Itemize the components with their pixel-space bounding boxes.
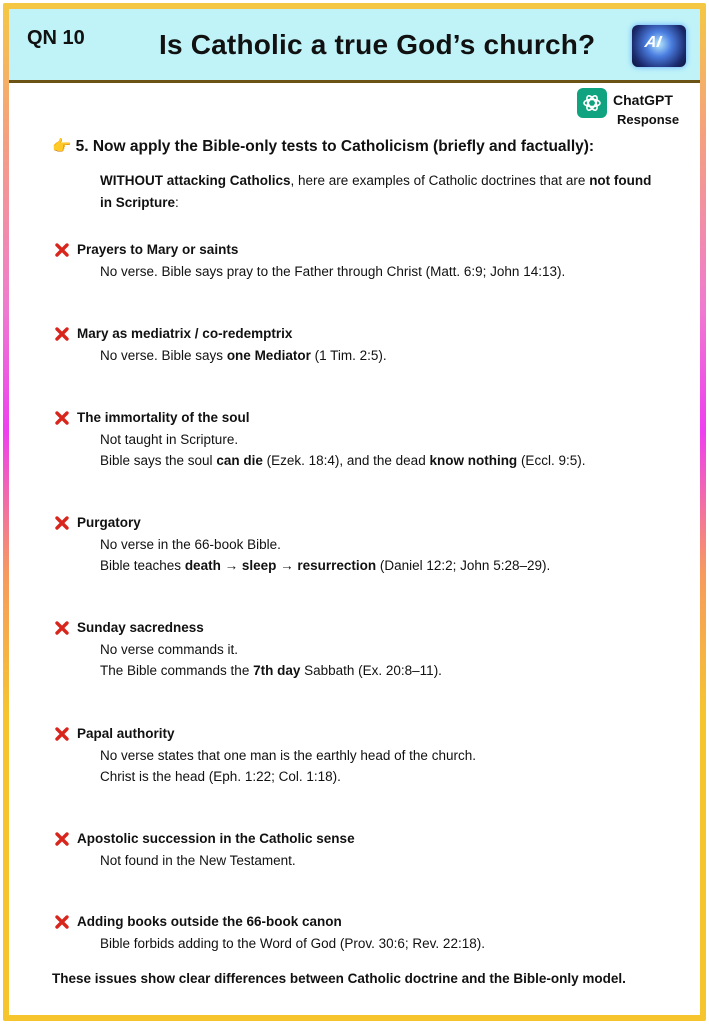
doctrine-title-text: The immortality of the soul (77, 410, 250, 425)
detail-text: (Ezek. 18:4), and the dead (262, 453, 430, 468)
doctrine-detail-line (100, 850, 674, 871)
red-cross-icon (54, 410, 70, 426)
doctrine-detail-line (100, 429, 674, 450)
doctrine-title (54, 619, 674, 639)
detail-text: No verse. Bible says pray to the Father through Christ (Matt. 6:9; John 14:13). (100, 264, 566, 279)
doctrine-item (54, 241, 674, 282)
pointing-hand-icon: 👉 (52, 138, 72, 155)
detail-text: (1 Tim. 2:5). (310, 348, 387, 363)
detail-text: Not found in the New Testament. (100, 853, 296, 868)
doctrine-detail-line (100, 261, 674, 282)
doctrine-title (54, 409, 674, 429)
red-cross-icon (54, 726, 70, 742)
doctrine-title (54, 725, 674, 745)
emphasis-text: know nothing (429, 453, 518, 468)
red-cross-icon (54, 914, 70, 930)
doctrine-item (54, 409, 674, 471)
doctrine-detail-line (100, 766, 674, 787)
doctrine-detail-line (100, 933, 674, 954)
doctrine-title-text: Papal authority (77, 726, 175, 741)
red-cross-icon (54, 831, 70, 847)
intro-text-2: , here are examples of Catholic doctrines that are (290, 173, 590, 188)
doctrine-title (54, 913, 674, 933)
doctrine-detail-line (100, 534, 674, 555)
doctrine-detail-line (100, 555, 674, 576)
doctrine-item (54, 619, 674, 681)
emphasis-text: death → sleep → resurrection (184, 558, 377, 573)
header-banner (9, 9, 700, 83)
doctrine-item (54, 514, 674, 576)
page-title: Is Catholic a true God’s church? (159, 29, 596, 60)
doctrine-title-text: Mary as mediatrix / co-redemptrix (77, 326, 293, 341)
detail-text: Not taught in Scripture. (100, 432, 239, 447)
doctrine-detail-line (100, 345, 674, 366)
question-number: QN 10 (27, 27, 85, 49)
intro-bold-1: WITHOUT attacking Catholics (100, 173, 291, 188)
doctrine-title-text: Purgatory (77, 515, 141, 530)
detail-text: Sabbath (Ex. 20:8–11). (300, 663, 442, 678)
section-heading (52, 137, 594, 156)
chatgpt-logo-icon (577, 88, 607, 118)
ai-chip-icon (632, 25, 686, 67)
doctrine-title-text: Adding books outside the 66-book canon (77, 914, 342, 929)
intro-text-4: : (175, 195, 179, 210)
chatgpt-name: ChatGPT (613, 92, 673, 108)
detail-text: Christ is the head (Eph. 1:22; Col. 1:18). (100, 769, 341, 784)
doctrine-item (54, 725, 674, 787)
intro-bold-3: not found in Scripture (100, 173, 652, 210)
red-cross-icon (54, 242, 70, 258)
doctrine-title (54, 514, 674, 534)
detail-text: No verse commands it. (100, 642, 239, 657)
detail-text: Bible forbids adding to the Word of God (Prov. 30:6; Rev. 22:18). (100, 936, 485, 951)
doctrine-item (54, 830, 674, 871)
detail-text: Bible teaches (100, 558, 185, 573)
emphasis-text: can die (216, 453, 263, 468)
doctrine-detail-line (100, 660, 674, 681)
doctrine-title-text: Sunday sacredness (77, 620, 204, 635)
red-cross-icon (54, 515, 70, 531)
doctrine-detail-line (100, 745, 674, 766)
doctrine-title-text: Prayers to Mary or saints (77, 242, 239, 257)
detail-text: Bible says the soul (100, 453, 217, 468)
detail-text: The Bible commands the (100, 663, 254, 678)
ai-badge-label: AI (643, 34, 663, 51)
doctrine-title (54, 241, 674, 261)
emphasis-text: one Mediator (226, 348, 311, 363)
detail-text: No verse in the 66-book Bible. (100, 537, 281, 552)
section-heading-text: 5. Now apply the Bible-only tests to Catholicism (briefly and factually): (75, 138, 595, 155)
red-cross-icon (54, 620, 70, 636)
doctrine-title (54, 325, 674, 345)
detail-text: (Daniel 12:2; John 5:28–29). (376, 558, 551, 573)
doctrine-title (54, 830, 674, 850)
red-cross-icon (54, 326, 70, 342)
emphasis-text: 7th day (253, 663, 301, 678)
doctrine-title-text: Apostolic succession in the Catholic sense (77, 831, 355, 846)
doctrine-detail-line (100, 450, 674, 471)
intro-paragraph (100, 170, 660, 214)
chatgpt-subtitle: Response (617, 112, 680, 127)
doctrine-item (54, 325, 674, 366)
doctrine-item (54, 913, 674, 954)
detail-text: No verse. Bible says (100, 348, 227, 363)
detail-text: No verse states that one man is the earthly head of the church. (100, 748, 476, 763)
detail-text: (Eccl. 9:5). (517, 453, 586, 468)
doctrine-detail-line (100, 639, 674, 660)
conclusion-text: These issues show clear differences between Catholic doctrine and the Bible-only model. (52, 971, 626, 986)
